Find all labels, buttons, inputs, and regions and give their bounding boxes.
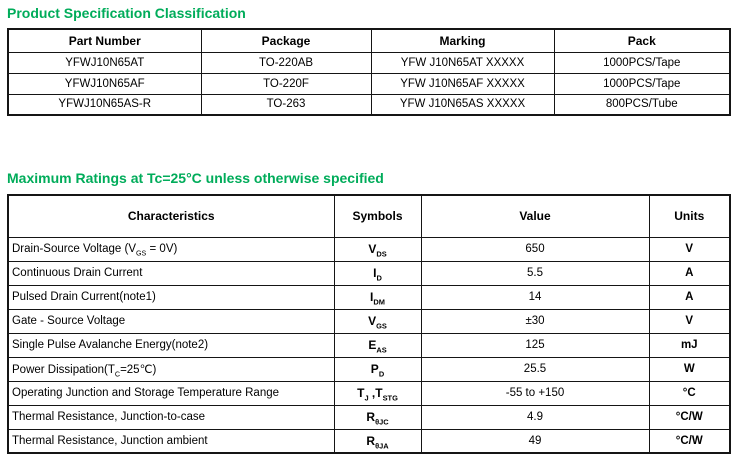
units-cell: V bbox=[649, 237, 730, 261]
symbol-subscript: D bbox=[378, 369, 385, 379]
col-header-symbols: Symbols bbox=[334, 195, 421, 237]
symbol-subscript: θJA bbox=[375, 441, 389, 451]
characteristic-text: Thermal Resistance, Junction-to-case bbox=[12, 411, 206, 423]
characteristic-cell bbox=[8, 405, 334, 429]
product-spec-table bbox=[7, 28, 731, 116]
symbol-base: V bbox=[368, 242, 377, 256]
pack-cell: 1000PCS/Tape bbox=[554, 52, 730, 73]
ratings-header-row bbox=[8, 195, 730, 237]
symbol-subscript: DS bbox=[376, 249, 387, 259]
characteristic-text: Drain-Source Voltage (V bbox=[12, 243, 137, 255]
value-cell: -55 to +150 bbox=[421, 381, 649, 405]
spec-table-row bbox=[8, 52, 730, 73]
symbol-subscript-2: STG bbox=[382, 393, 398, 403]
characteristic-text: Thermal Resistance, Junction ambient bbox=[12, 434, 208, 447]
col-header-marking: Marking bbox=[371, 29, 554, 52]
characteristic-cell bbox=[8, 237, 334, 261]
units-cell: V bbox=[649, 309, 730, 333]
ratings-table-row bbox=[8, 357, 730, 381]
ratings-table-row bbox=[8, 237, 730, 261]
symbol-cell bbox=[334, 261, 421, 285]
symbol-subscript: θJC bbox=[375, 417, 389, 427]
ratings-table-row bbox=[8, 333, 730, 357]
ratings-table-row bbox=[8, 285, 730, 309]
product-spec-heading: Product Specification Classification bbox=[7, 5, 246, 21]
col-header-part-number: Part Number bbox=[8, 29, 201, 52]
units-cell: °C bbox=[649, 381, 730, 405]
symbol-base-2: T bbox=[375, 386, 383, 400]
package-cell: TO-263 bbox=[201, 94, 371, 115]
symbol-base: R bbox=[366, 433, 376, 448]
characteristic-text: Power Dissipation(T bbox=[12, 364, 115, 376]
symbol-cell bbox=[334, 429, 421, 453]
symbol-subscript: DM bbox=[373, 297, 385, 307]
col-header-pack: Pack bbox=[554, 29, 730, 52]
characteristic-text: Single Pulse Avalanche Energy(note2) bbox=[12, 339, 209, 351]
characteristic-text-cont: = 0V) bbox=[146, 243, 178, 255]
pack-cell: 800PCS/Tube bbox=[554, 94, 730, 115]
package-cell: TO-220F bbox=[201, 73, 371, 94]
characteristic-cell bbox=[8, 333, 334, 357]
units-cell: °C/W bbox=[649, 405, 730, 429]
ratings-table-row bbox=[8, 309, 730, 333]
characteristic-cell bbox=[8, 261, 334, 285]
characteristic-text: Gate - Source Voltage bbox=[12, 315, 126, 327]
symbol-separator: , bbox=[368, 386, 376, 400]
value-cell: ±30 bbox=[421, 309, 649, 333]
symbol-base: I bbox=[373, 266, 377, 280]
value-cell: 5.5 bbox=[421, 261, 649, 285]
spec-header-row bbox=[8, 29, 730, 52]
symbol-base: I bbox=[370, 290, 374, 304]
characteristic-text: Operating Junction and Storage Temperature Range bbox=[12, 387, 280, 399]
value-cell: 49 bbox=[421, 429, 649, 453]
symbol-cell bbox=[334, 285, 421, 309]
ratings-table-row bbox=[8, 261, 730, 285]
characteristic-text-cont: =25℃) bbox=[120, 364, 157, 376]
symbol-base: T bbox=[357, 386, 365, 400]
max-ratings-table bbox=[7, 194, 731, 454]
value-cell: 4.9 bbox=[421, 405, 649, 429]
symbol-subscript: J bbox=[364, 393, 369, 403]
ratings-table-row bbox=[8, 429, 730, 453]
col-header-units: Units bbox=[649, 195, 730, 237]
marking-cell: YFW J10N65AF XXXXX bbox=[371, 73, 554, 94]
symbol-base: R bbox=[366, 410, 376, 424]
units-cell: mJ bbox=[649, 333, 730, 357]
symbol-subscript: AS bbox=[376, 345, 387, 355]
max-ratings-heading: Maximum Ratings at Tc=25°C unless otherwise specified bbox=[7, 170, 384, 186]
col-header-characteristics: Characteristics bbox=[8, 195, 334, 237]
characteristic-text: Pulsed Drain Current(note1) bbox=[12, 291, 156, 303]
symbol-cell bbox=[334, 333, 421, 357]
symbol-base: E bbox=[368, 338, 377, 352]
characteristic-cell bbox=[8, 309, 334, 333]
part-number-cell: YFWJ10N65AF bbox=[8, 73, 201, 94]
characteristic-cell bbox=[8, 357, 334, 381]
characteristic-cell bbox=[8, 381, 334, 405]
units-cell: A bbox=[649, 261, 730, 285]
symbol-cell bbox=[334, 309, 421, 333]
value-cell: 14 bbox=[421, 285, 649, 309]
pack-cell: 1000PCS/Tape bbox=[554, 73, 730, 94]
characteristic-cell bbox=[8, 429, 334, 453]
spec-table-row bbox=[8, 73, 730, 94]
marking-cell: YFW J10N65AT XXXXX bbox=[371, 52, 554, 73]
col-header-value: Value bbox=[421, 195, 649, 237]
symbol-cell bbox=[334, 357, 421, 381]
units-cell: A bbox=[649, 285, 730, 309]
symbol-subscript: D bbox=[376, 273, 382, 283]
symbol-base: V bbox=[368, 314, 377, 328]
package-cell: TO-220AB bbox=[201, 52, 371, 73]
characteristic-cell bbox=[8, 285, 334, 309]
units-cell: °C/W bbox=[649, 429, 730, 453]
value-cell: 650 bbox=[421, 237, 649, 261]
symbol-cell bbox=[334, 381, 421, 405]
characteristic-text: Continuous Drain Current bbox=[12, 267, 143, 279]
ratings-table-row bbox=[8, 381, 730, 405]
symbol-cell bbox=[334, 405, 421, 429]
spec-table-row bbox=[8, 94, 730, 115]
symbol-subscript: GS bbox=[376, 321, 387, 331]
part-number-cell: YFWJ10N65AT bbox=[8, 52, 201, 73]
col-header-package: Package bbox=[201, 29, 371, 52]
characteristic-subscript: GS bbox=[136, 249, 147, 258]
units-cell: W bbox=[649, 357, 730, 381]
characteristic-subscript: C bbox=[114, 370, 121, 379]
marking-cell: YFW J10N65AS XXXXX bbox=[371, 94, 554, 115]
value-cell: 125 bbox=[421, 333, 649, 357]
symbol-cell bbox=[334, 237, 421, 261]
part-number-cell: YFWJ10N65AS-R bbox=[8, 94, 201, 115]
value-cell: 25.5 bbox=[421, 357, 649, 381]
ratings-table-row bbox=[8, 405, 730, 429]
symbol-base: P bbox=[370, 362, 379, 376]
